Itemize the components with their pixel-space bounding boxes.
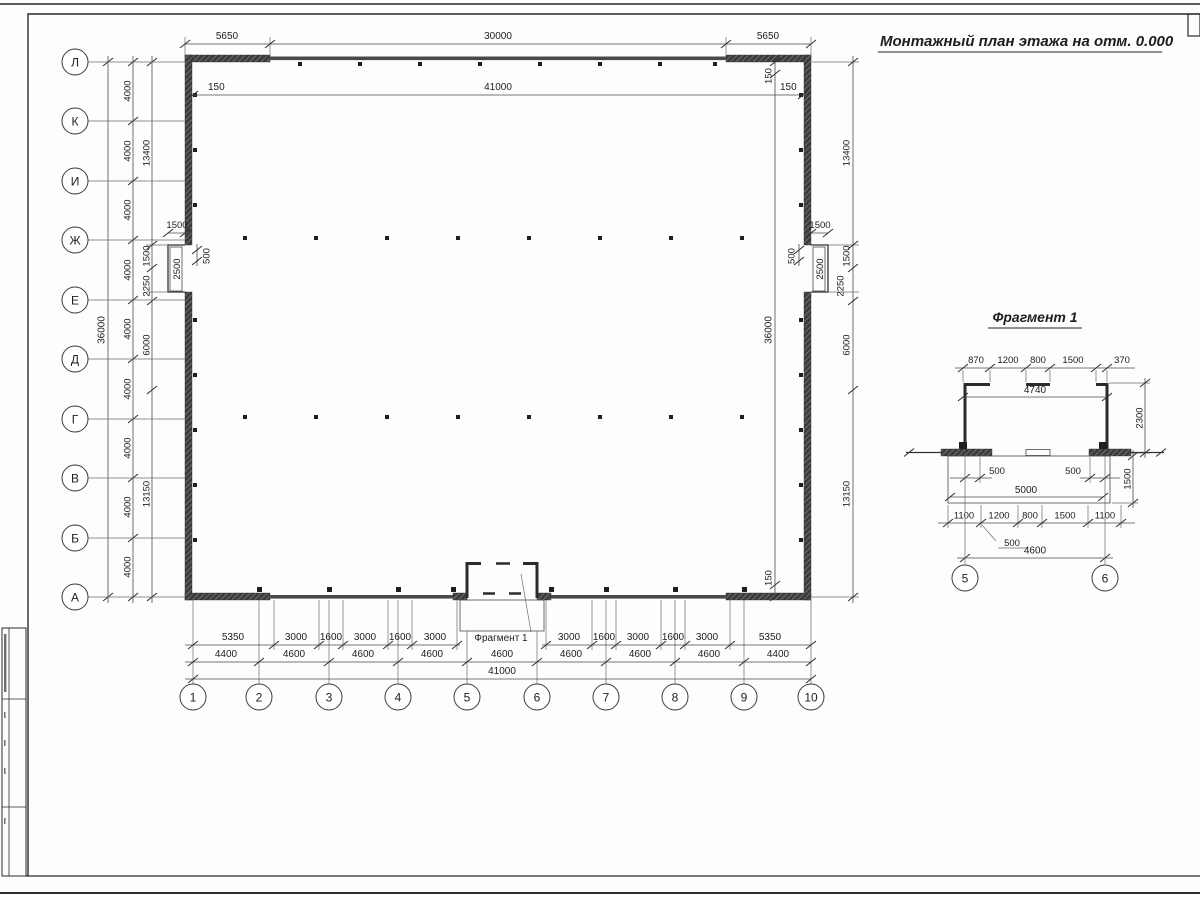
axis-col-10: 10 [804, 690, 818, 705]
side-stamp [2, 628, 26, 876]
svg-text:1600: 1600 [388, 632, 412, 643]
svg-text:1200: 1200 [997, 355, 1019, 366]
exterior-landing [460, 600, 544, 631]
svg-text:4000: 4000 [122, 140, 134, 162]
svg-text:870: 870 [968, 355, 984, 366]
svg-text:4000: 4000 [122, 437, 134, 459]
dim-total-41000: 41000 [488, 666, 516, 677]
left-dimension-chains [97, 56, 169, 603]
dim-fragment-5000: 5000 [1014, 485, 1038, 496]
fragment-axis-5: 5 [961, 571, 969, 586]
right-wall-opening [787, 220, 834, 292]
dim-inner-150-right: 150 [780, 82, 797, 93]
svg-text:5350: 5350 [221, 632, 245, 643]
dim-right-opening-height: 2500 [815, 258, 826, 280]
axis-col-4: 4 [394, 690, 402, 705]
axis-col-3: 3 [325, 690, 333, 705]
svg-text:4400: 4400 [214, 649, 238, 660]
dim-fragment-500-left: 500 [989, 466, 1005, 477]
column-axis-bubbles [180, 684, 824, 710]
svg-text:800: 800 [1022, 510, 1038, 522]
dim-top-30000: 30000 [484, 31, 512, 42]
svg-text:4000: 4000 [122, 556, 134, 578]
axis-col-1: 1 [189, 690, 197, 705]
dim-4000: 4000 [122, 80, 134, 102]
stamp-text-marks [4, 634, 6, 824]
svg-text:4400: 4400 [766, 649, 790, 660]
dim-right-2250: 2250 [835, 275, 847, 297]
svg-text:4000: 4000 [122, 199, 134, 221]
right-dimension-chain [812, 56, 859, 603]
inner-right-dimension [764, 58, 781, 601]
svg-text:1600: 1600 [661, 632, 685, 643]
dim-fragment-500-right: 500 [1065, 466, 1081, 477]
wall-column-marks [193, 62, 803, 592]
axis-row-Д: Д [70, 352, 80, 367]
svg-text:3000: 3000 [284, 632, 308, 643]
svg-text:4000: 4000 [122, 259, 134, 281]
axis-row-Ж: Ж [69, 233, 81, 248]
svg-text:1500: 1500 [1054, 510, 1076, 522]
fragment-1-detail [904, 309, 1166, 591]
svg-text:3000: 3000 [557, 632, 581, 643]
drawing-title [878, 33, 1174, 52]
axis-row-Г: Г [71, 412, 79, 427]
interior-columns [243, 236, 744, 419]
axis-col-6: 6 [533, 690, 541, 705]
dim-right-opening-depth: 500 [786, 248, 798, 264]
axis-row-Е: Е [70, 293, 80, 308]
bottom-dim-total [185, 666, 816, 683]
fragment-leader-line [521, 574, 531, 632]
svg-text:4600: 4600 [628, 649, 652, 660]
left-wall-opening [163, 220, 213, 292]
dim-fragment-2300: 2300 [1134, 407, 1146, 429]
axis-col-9: 9 [740, 690, 748, 705]
bottom-dim-row1 [185, 632, 816, 649]
svg-text:1600: 1600 [319, 632, 343, 643]
top-inner-dimension [188, 82, 808, 99]
dim-fragment-4600: 4600 [1023, 545, 1047, 557]
sheet-frame [0, 4, 1200, 893]
svg-text:4000: 4000 [122, 496, 134, 518]
svg-text:1100: 1100 [953, 510, 975, 522]
dim-top-5650-right: 5650 [756, 31, 780, 42]
dim-inner-150-bottom: 150 [763, 570, 775, 586]
bottom-dim-row2 [185, 649, 816, 666]
svg-text:4600: 4600 [282, 649, 306, 660]
svg-text:800: 800 [1030, 355, 1046, 366]
svg-text:1100: 1100 [1094, 510, 1116, 522]
frame-corner-notch [1188, 14, 1200, 36]
dim-left-13400: 13400 [141, 139, 153, 167]
dim-left-opening-depth: 500 [201, 248, 213, 264]
svg-text:3000: 3000 [626, 632, 650, 643]
dim-left-opening-width: 1500 [166, 220, 188, 231]
dim-right-opening-width: 1500 [809, 220, 831, 231]
svg-text:3000: 3000 [353, 632, 377, 643]
axis-row-К: К [71, 114, 79, 129]
dim-left-opening-height: 2500 [172, 258, 183, 280]
axis-col-7: 7 [602, 690, 610, 705]
axis-row-Л: Л [71, 55, 79, 70]
svg-text:1200: 1200 [988, 510, 1010, 522]
svg-text:1500: 1500 [1062, 355, 1084, 366]
svg-text:4600: 4600 [420, 649, 444, 660]
bottom-recess [460, 562, 544, 632]
svg-text:5350: 5350 [758, 632, 782, 643]
axis-row-Б: Б [71, 531, 79, 546]
dim-right-1500: 1500 [841, 245, 853, 267]
svg-text:4600: 4600 [559, 649, 583, 660]
dim-right-13150: 13150 [841, 480, 853, 508]
svg-text:1600: 1600 [592, 632, 616, 643]
axis-row-И: И [70, 174, 80, 189]
svg-text:4600: 4600 [697, 649, 721, 660]
svg-text:4000: 4000 [122, 378, 134, 400]
dim-left-1500: 1500 [141, 245, 153, 267]
dim-inner-36000: 36000 [763, 316, 775, 344]
axis-col-2: 2 [255, 690, 263, 705]
dim-inner-150-left: 150 [208, 82, 225, 93]
svg-text:3000: 3000 [695, 632, 719, 643]
dim-inner-150-top: 150 [763, 68, 775, 84]
svg-text:4000: 4000 [122, 318, 134, 340]
dim-inner-41000: 41000 [484, 82, 512, 93]
axis-row-А: А [70, 590, 80, 605]
svg-text:3000: 3000 [423, 632, 447, 643]
axis-col-8: 8 [671, 690, 679, 705]
axis-row-В: В [70, 471, 80, 486]
dim-fragment-4740: 4740 [1023, 385, 1047, 396]
fragment-axis-6: 6 [1101, 571, 1109, 586]
page-title: Монтажный план этажа на отм. 0.000 [880, 33, 1174, 50]
dim-left-36000: 36000 [96, 316, 108, 344]
svg-text:4600: 4600 [490, 649, 514, 660]
dim-right-6000: 6000 [841, 334, 853, 356]
dim-top-5650-left: 5650 [215, 31, 239, 42]
svg-text:4600: 4600 [351, 649, 375, 660]
dim-left-6000: 6000 [141, 334, 153, 356]
dim-right-13400: 13400 [841, 139, 853, 167]
fragment-label-in-plan: Фрагмент 1 [474, 633, 528, 644]
axis-col-5: 5 [463, 690, 471, 705]
fragment-title: Фрагмент 1 [992, 309, 1078, 325]
dim-fragment-1500: 1500 [1122, 468, 1134, 490]
dim-left-2250: 2250 [141, 275, 153, 297]
svg-text:370: 370 [1114, 355, 1130, 366]
building-outline [185, 55, 811, 600]
dim-left-13150: 13150 [141, 480, 153, 508]
dim-fragment-500-leader: 500 [1004, 538, 1020, 549]
top-dimension-chain [180, 31, 816, 56]
